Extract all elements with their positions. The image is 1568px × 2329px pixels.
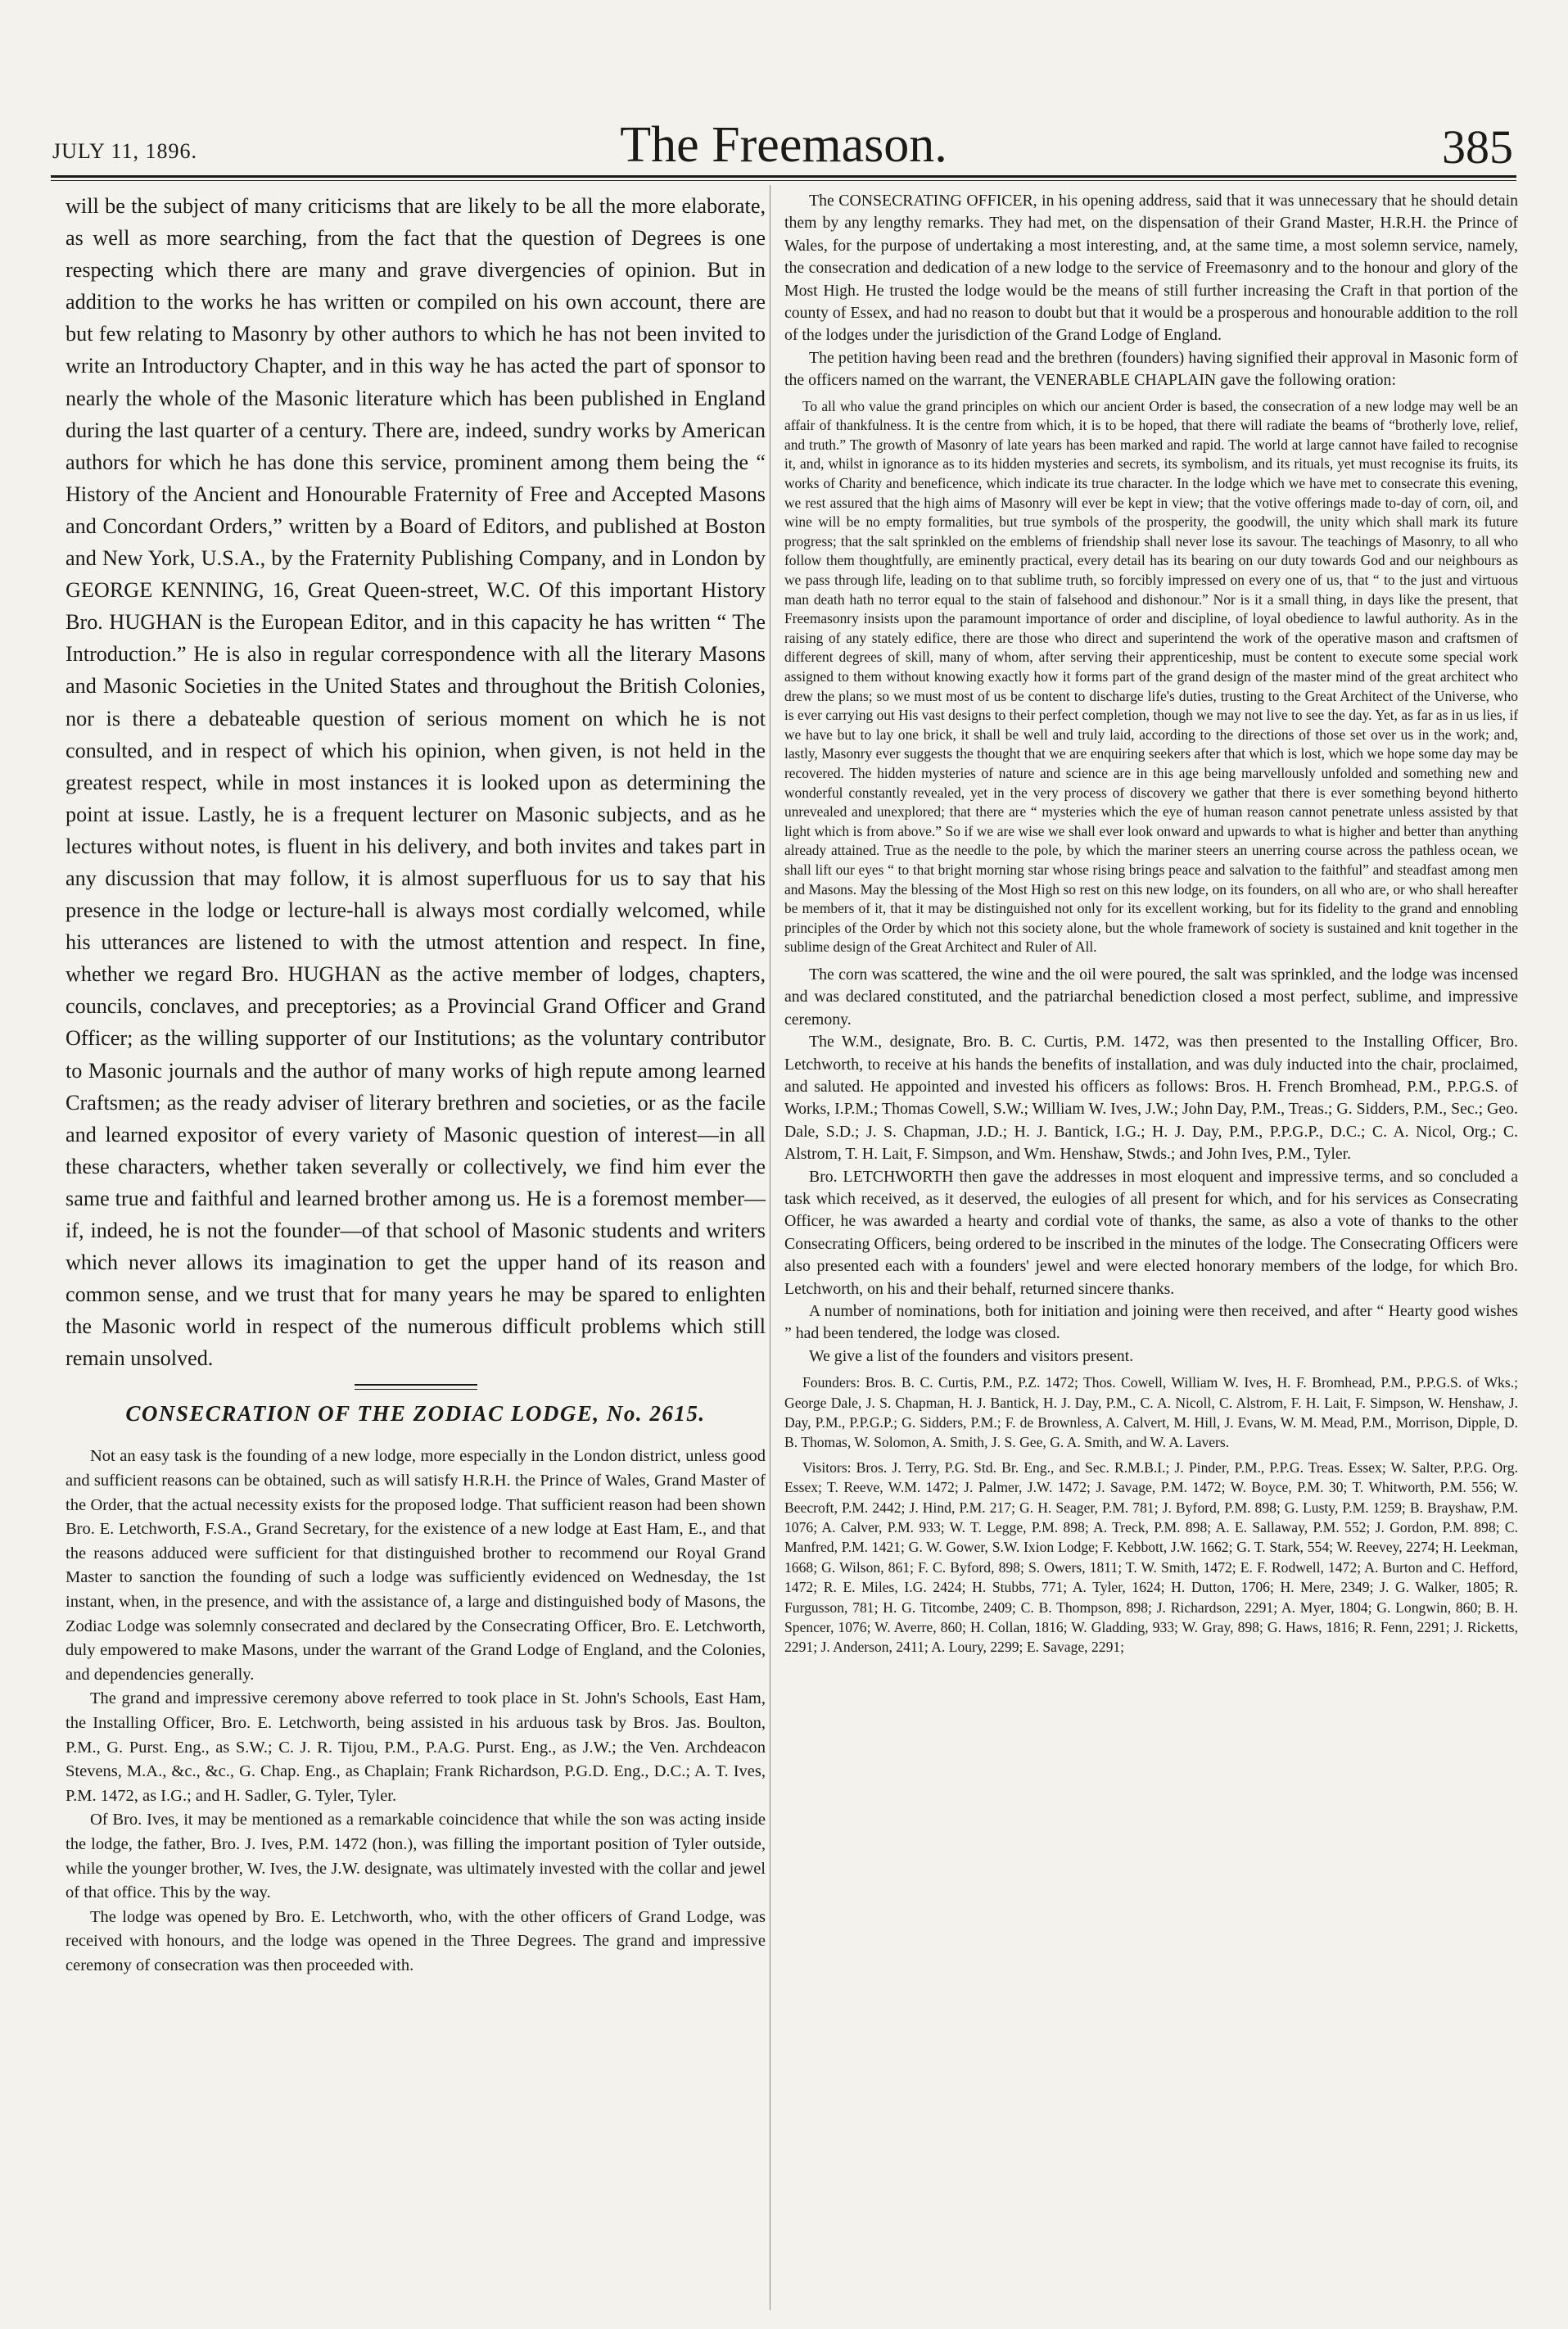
visitors-list: Visitors: Bros. J. Terry, P.G. Std. Br. Eng., and Sec. R.M.B.I.; J. Pinder, P.M., P.P.G. Treas. Essex; W. Salter, P.P.G. Org. Essex; T. Reeve, W.M. 1472; J. Palmer, J.W. 1472; J. Savage, P.M. 1472; W. Boyce, P.M. 30; T. Whitworth, P.M. 556; W. Beecroft, P.M. 2442; J. Hind, P.M. 217; G. H. Seager, P.M. 781; J. Byford, P.M. 898; G. Lusty, P.M. 1259; B. Brayshaw, P.M. 1076; A. Calver, P.M. 933; W. T. Legge, P.M. 898; A. Treck, P.M. 898; A. E. Sallaway, P.M. 552; J. Gordon, P.M. 898; C. Manfred, P.M. 1421; G. W. Gower, S.W. Ixion Lodge; F. Kebbott, J.W. 1662; G. T. Stark, 554; W. Reevey, 2274; H. Leekman, 1668; G. Wilson, 861; F. C. Byford, 898; S. Owers, 1811; T. W. Smith, 1472; E. F. Rodwell, 1472; A. Burton and C. Hefford, 1472; R. E. Miles, I.G. 2424; H. Stubbs, 771; A. Tyler, 1624; H. Dutton, 1706; H. Mere, 2349; J. G. Walker, 1805; R. Furgusson, 781; H. G. Titcombe, 2409; C. B. Thompson, 898; J. Richardson, 2291; A. Myer, 1804; G. Longwin, 860; B. H. Spencer, 1076; W. Averre, 860; H. Collan, 1816; W. Gladding, 933; W. Gray, 898; G. Haws, 1816; R. Fenn, 2291; J. Ricketts, 2291; J. Anderson, 2411; A. Loury, 2299; E. Savage, 2291; — [784, 1458, 1518, 1656]
section-rule-thin — [355, 1389, 477, 1390]
article-paragraph: The W.M., designate, Bro. B. C. Curtis, P.M. 1472, was then presented to the Installing Officer, Bro. Letchworth, to receive at his hands the benefits of installation, and was duly inducted into the chair, proclaimed, and saluted. He appointed and invested his officers as follows: Bros. H. French Bromhead, P.M., P.P.G.S. of Works, I.P.M.; Thomas Cowell, S.W.; William W. Ives, J.W.; John Day, P.M., Treas.; G. Sidders, P.M., Sec.; Geo. Dale, S.D.; J. S. Chapman, J.D.; H. J. Bantick, I.G.; H. J. Day, P.M., P.P.G.P., D.C.; C. A. Nicol, Org.; C. Alstrom, T. H. Lait, F. Simpson, and Wm. Henshaw, Stwds.; and John Ives, P.M., Tyler. — [784, 1033, 1518, 1164]
oration-text: To all who value the grand principles on which our ancient Order is based, the consecration of a new lodge may well be an affair of thankfulness. It is the centre from which, it is to be hoped, that there will radiate the beams of “brotherly love, relief, and truth.” The growth of Masonry of late years has been marked and rapid. The world at large cannot have failed to recognise it, and, whilst in ignorance as to its hidden mysteries and secrets, its symbolism, and its rituals, yet must recognise its fruits, its works of Charity and beneficence, which indicate its true character. In the lodge which we have met to consecrate this evening, we rest assured that the high aims of Masonry will ever be kept in view; that the votive offerings made to-day of corn, oil, and wine will be no empty formalities, but true symbols of the prosperity, the goodwill, the unity which shall mark its future progress; that the salt sprinkled on the emblems of friendship shall never lose its savour. The teachings of Masonry, to all who follow them thoughtfully, are eminently practical, every detail has its bearing on our duty towards God and our neighbours as we pass through life, leading on to that sublime truth, so forcibly impressed on every one of us, that “ to the just and virtuous man death hath no terror equal to the stain of falsehood and dishonour.” Nor is it a small thing, in days like the present, that Freemasonry insists upon the paramount importance of order and discipline, of loyal obedience to lawful authority. As in the raising of any stately edifice, there are those who direct and superintend the work of the operative mason and craftsmen of different degrees of skill, many of whom, after serving their apprenticeship, must be content to execute some special work assigned to them without knowing exactly how it forms part of the grand design of the master mind of the great architect who drew the plans; so we must most of us be content to discharge life's duties, trusting to the Great Architect of the Universe, who is ever carrying out His vast designs to their perfect completion, though we may not live to see the day. Yet, as far as in us lies, if we have but to lay one brick, it shall be well and truly laid, according to the directions of those set over us in the work; and, lastly, Masonry ever suggests the thought that we are enquiring seekers after that which is lost, which we hope some day may be recovered. The hidden mysteries of nature and science are in this age being marvellously unfolded and something new and wonderful constantly revealed, yet in the very process of discovery we gather that there is ever something beyond hitherto unrevealed and unexplored; that there are “ mysteries which the eye of human reason cannot penetrate unless assisted by that light which is from above.” So if we are wise we shall ever look onward and upwards to what is higher and better than anything already attained. True as the needle to the pole, by which the mariner steers an unerring course across the pathless ocean, we shall lift our eyes “ to that bright morning star whose rising brings peace and salvation to the faithful” and steadfast among men and Masons. May the blessing of the Most High so rest on this new lodge, on its founders, on all who are, or who shall hereafter be members of it, that it may be distinguished not only for its excellent working, but for its fidelity to the grand and ennobling principles of the Order by which not this society alone, but the whole framework of society is sustained and knit together in the sublime design of the Great Architect and Ruler of All. — [784, 397, 1518, 956]
masthead-rule — [51, 175, 1516, 178]
newspaper-title: The Freemason. — [620, 117, 947, 173]
left-column — [66, 190, 766, 1979]
masthead-rule-thin — [51, 180, 1516, 181]
right-column — [784, 190, 1518, 1657]
article-paragraph: We give a list of the founders and visitors present. — [809, 1346, 1134, 1365]
article-paragraph: Not an easy task is the founding of a new lodge, more especially in the London district, unless good and sufficient reasons can be obtained, such as will satisfy H.R.H. the Prince of Wales, Grand Master of the Order, that the actual necessity exists for the proposed lodge. That sufficient reason had been shown Bro. E. Letchworth, F.S.A., Grand Secretary, for the existence of a new lodge at East Ham, E., and that the reasons adduced were sufficient for that distinguished brother to recommend our Royal Grand Master to sanction the founding of such a lodge was sufficiently evidenced on Wednesday, the 1st instant, when, in the presence, and with the assistance of, a large and distinguished body of Masons, the Zodiac Lodge was solemnly consecrated and declared by the Consecrating Officer, Bro. E. Letchworth, duly empowered to make Masons, under the warrant of the Grand Lodge of England, and the Colonies, and dependencies generally. — [66, 1447, 766, 1684]
article-paragraph: The petition having been read and the brethren (founders) having signified their approval in Masonic form of the officers named on the warrant, the VENERABLE CHAPLAIN gave the following oration: — [784, 348, 1518, 390]
section-rule — [355, 1384, 477, 1386]
masthead — [51, 108, 1516, 174]
article-paragraph: will be the subject of many criticisms that are likely to be all the more elaborate, as well as more searching, from the fact that the question of Degrees is one respecting which there are many and grave divergencies of opinion. But in addition to the works he has written or compiled on his own account, there are but few relating to Masonry by other authors to which he has not been invited to write an Introductory Chapter, and in this way he has acted the part of sponsor to nearly the whole of the Masonic literature which has been published in England during the last quarter of a century. There are, indeed, sundry works by American authors for which he has done this service, prominent among them being the “ History of the Ancient and Honourable Fraternity of Free and Accepted Masons and Concordant Orders,” written by a Board of Editors, and published at Boston and New York, U.S.A., by the Fraternity Publishing Company, and in London by GEORGE KENNING, 16, Great Queen-street, W.C. Of this important History Bro. HUGHAN is the European Editor, and in this capacity he has written “ The Introduction.” He is also in regular correspondence with all the literary Masons and Masonic Societies in the United States and throughout the British Colonies, nor is there a debateable question of serious moment on which he is not consulted, and in respect of which his opinion, when given, is not held in the greatest respect, while in most instances it is looked upon as determining the point at issue. Lastly, he is a frequent lecturer on Masonic subjects, and as he lectures without notes, is fluent in his delivery, and both invites and takes part in any discussion that may follow, it is almost superfluous for us to say that his presence in the lodge or lecture-hall is always most cordially welcomed, while his utterances are listened to with the utmost attention and respect. In fine, whether we regard Bro. HUGHAN as the active member of lodges, chapters, councils, conclaves, and preceptories; as a Provincial Grand Officer and Grand Officer; as the willing supporter of our Institutions; as the voluntary contributor to Masonic journals and the author of many works of high repute among learned Craftsmen; as the ready adviser of literary brethren and societies, or as the facile and learned expositor of every variety of Masonic question of interest—in all these characters, whether taken severally or collectively, we find him ever the same true and faithful and learned brother among us. He is a foremost member—if, indeed, he is not the founder—of that school of Masonic students and writers which never allows its imagination to get the upper hand of its reason and common sense, and we trust that for many years he may be spared to enlighten the Masonic world in respect of the numerous difficult problems which still remain unsolved. — [66, 194, 766, 1371]
article-paragraph: Of Bro. Ives, it may be mentioned as a remarkable coincidence that while the son was acting inside the lodge, the father, Bro. J. Ives, P.M. 1472 (hon.), was filling the important position of Tyler outside, while the younger brother, W. Ives, the J.W. designate, was ultimately invested with the collar and jewel of that office. This by the way. — [66, 1811, 766, 1902]
page-number: 385 — [1442, 120, 1513, 174]
article-paragraph: The corn was scattered, the wine and the oil were poured, the salt was sprinkled, and the lodge was incensed and was declared constituted, and the patriarchal benediction closed a most perfect, sublime, and impressive ceremony. — [784, 965, 1518, 1029]
article-paragraph: The grand and impressive ceremony above referred to took place in St. John's Schools, East Ham, the Installing Officer, Bro. E. Letchworth, being assisted in his arduous task by Bros. Jas. Boulton, P.M., G. Purst. Eng., as S.W.; C. J. R. Tijou, P.M., P.A.G. Purst. Eng., as J.W.; the Ven. Archdeacon Stevens, M.A., &c., &c., G. Chap. Eng., as Chaplain; Frank Richardson, P.G.D. Eng., D.C.; A. T. Ives, P.M. 1472, as I.G.; and H. Sadler, G. Tyler, Tyler. — [66, 1689, 766, 1805]
issue-date: JULY 11, 1896. — [52, 139, 198, 163]
founders-list: Founders: Bros. B. C. Curtis, P.M., P.Z. 1472; Thos. Cowell, William W. Ives, H. F. Bromhead, P.M., P.P.G.S. of Wks.; George Dale, J. S. Chapman, H. J. Bantick, H. J. Day, P.M., C. A. Nicoll, C. Alstrom, F. H. Lait, F. Simpson, W. Henshaw, J. Day, P.M., P.P.G.P.; G. Sidders, P.M.; F. de Brownless, A. Calvert, M. Hill, J. Evans, W. M. Mead, P.M., Morrison, Dipple, D. B. Thomas, W. Solomon, A. Smith, J. S. Gee, G. A. Smith, and W. A. Lavers. — [784, 1374, 1518, 1451]
article-paragraph: Bro. LETCHWORTH then gave the addresses in most eloquent and impressive terms, and so concluded a task which received, as it deserved, the eulogies of all present for which, and for his services as Consecrating Officer, he was awarded a hearty and cordial vote of thanks, the same, as also a vote of thanks to the other Consecrating Officers, being ordered to be inscribed in the minutes of the lodge. The Consecrating Officers were also presented each with a founders' jewel and were elected honorary members of the lodge, for which Bro. Letchworth, on his and their behalf, returned sincere thanks. — [784, 1167, 1518, 1298]
section-heading: CONSECRATION OF THE ZODIAC LODGE, No. 2615. — [125, 1401, 706, 1427]
article-paragraph: The CONSECRATING OFFICER, in his opening address, said that it was unnecessary that he should detain them by any lengthy remarks. They had met, on the dispensation of their Grand Master, H.R.H. the Prince of Wales, for the purpose of undertaking a most interesting, and, at the same time, a most solemn service, namely, the consecration and dedication of a new lodge to the service of Freemasonry and to the honour and glory of the Most High. He trusted the lodge would be the means of still further increasing the Craft in that portion of the county of Essex, and had no reason to doubt but that it would be a prosperous and honourable addition to the roll of the lodges under the jurisdiction of the Grand Lodge of England. — [784, 192, 1518, 345]
article-paragraph: A number of nominations, both for initiation and joining were then received, and after “ Hearty good wishes ” had been tendered, the lodge was closed. — [784, 1301, 1518, 1343]
article-paragraph: The lodge was opened by Bro. E. Letchworth, who, with the other officers of Grand Lodge, was received with honours, and the lodge was opened in the Three Degrees. The grand and impressive ceremony of consecration was then proceeded with. — [66, 1907, 766, 1974]
